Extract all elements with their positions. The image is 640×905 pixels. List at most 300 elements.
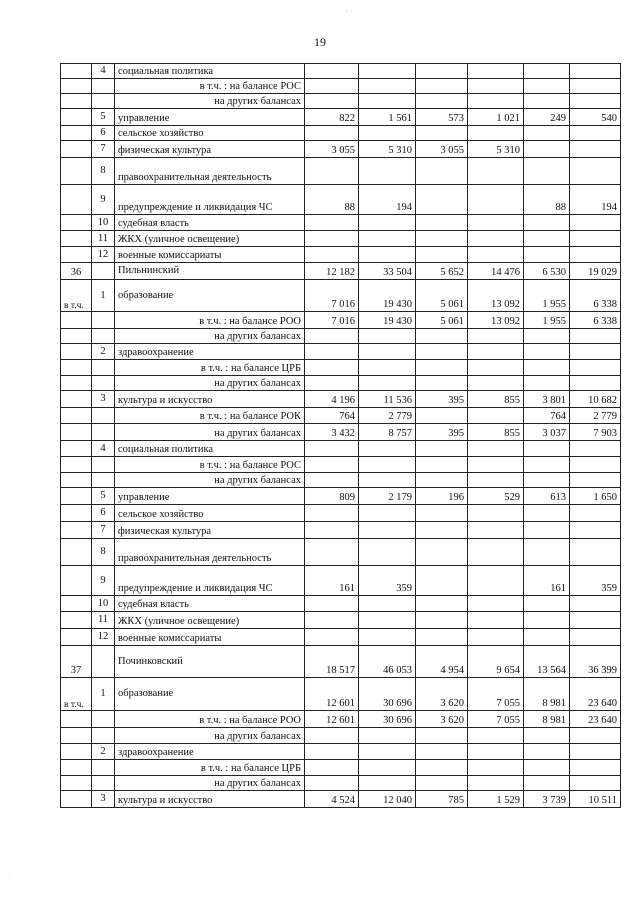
table-row	[61, 263, 621, 280]
value-cell: 5 061	[416, 280, 468, 312]
value-cell: 12 601	[305, 678, 359, 711]
item-index	[92, 728, 115, 744]
item-index: 3	[92, 791, 115, 808]
value-cell: 573	[416, 109, 468, 126]
value-cell: 46 053	[359, 646, 416, 678]
table-row	[61, 539, 621, 566]
district-number: 36	[61, 263, 92, 280]
table-row	[61, 376, 621, 391]
table-row	[61, 473, 621, 488]
value-cell	[468, 539, 524, 566]
value-cell	[468, 79, 524, 94]
value-cell	[524, 612, 570, 629]
value-cell	[305, 79, 359, 94]
value-cell	[359, 158, 416, 185]
item-index: 5	[92, 488, 115, 505]
value-cell	[305, 539, 359, 566]
value-cell	[524, 126, 570, 141]
value-cell	[359, 441, 416, 457]
district-number	[61, 760, 92, 776]
district-number	[61, 185, 92, 215]
value-cell	[524, 64, 570, 79]
table-row	[61, 711, 621, 728]
table-row	[61, 612, 621, 629]
district-number	[61, 612, 92, 629]
value-cell	[570, 126, 621, 141]
value-cell: 5 061	[416, 312, 468, 329]
table-row	[61, 728, 621, 744]
value-cell: 3 055	[305, 141, 359, 158]
value-cell	[524, 344, 570, 360]
value-cell: 33 504	[359, 263, 416, 280]
value-cell	[524, 522, 570, 539]
item-index	[92, 760, 115, 776]
value-cell: 1 021	[468, 109, 524, 126]
value-cell	[468, 566, 524, 596]
value-cell	[305, 441, 359, 457]
value-cell	[416, 329, 468, 344]
item-name: на других балансах	[115, 94, 305, 109]
item-name: судебная власть	[115, 215, 305, 231]
value-cell	[570, 457, 621, 473]
value-cell	[305, 126, 359, 141]
value-cell	[468, 185, 524, 215]
value-cell	[359, 728, 416, 744]
value-cell	[359, 539, 416, 566]
value-cell	[570, 539, 621, 566]
scan-mark-left: ·	[8, 870, 11, 880]
value-cell: 395	[416, 424, 468, 441]
item-index	[92, 360, 115, 376]
value-cell	[468, 408, 524, 424]
item-index	[92, 473, 115, 488]
value-cell	[468, 376, 524, 391]
district-number	[61, 94, 92, 109]
value-cell	[524, 505, 570, 522]
value-cell: 764	[524, 408, 570, 424]
item-name: физическая культура	[115, 522, 305, 539]
district-number	[61, 79, 92, 94]
value-cell	[570, 94, 621, 109]
budget-table	[60, 63, 621, 808]
value-cell	[524, 231, 570, 247]
value-cell	[524, 629, 570, 646]
item-index: 11	[92, 612, 115, 629]
item-name: социальная политика	[115, 64, 305, 79]
district-number	[61, 596, 92, 612]
value-cell: 855	[468, 391, 524, 408]
value-cell: 6 338	[570, 280, 621, 312]
value-cell	[359, 126, 416, 141]
district-number	[61, 711, 92, 728]
district-number	[61, 329, 92, 344]
value-cell	[524, 94, 570, 109]
value-cell: 23 640	[570, 711, 621, 728]
value-cell	[359, 344, 416, 360]
value-cell	[359, 329, 416, 344]
item-name: культура и искусство	[115, 391, 305, 408]
value-cell: 12 601	[305, 711, 359, 728]
value-cell	[468, 94, 524, 109]
value-cell	[468, 629, 524, 646]
value-cell: 764	[305, 408, 359, 424]
value-cell: 36 399	[570, 646, 621, 678]
value-cell: 14 476	[468, 263, 524, 280]
district-number	[61, 360, 92, 376]
district-number	[61, 776, 92, 791]
value-cell: 19 430	[359, 312, 416, 329]
value-cell	[416, 566, 468, 596]
value-cell	[416, 612, 468, 629]
value-cell	[468, 760, 524, 776]
value-cell: 10 682	[570, 391, 621, 408]
value-cell	[570, 79, 621, 94]
item-index	[92, 263, 115, 280]
table-row	[61, 141, 621, 158]
value-cell	[570, 760, 621, 776]
district-number	[61, 424, 92, 441]
value-cell: 3 037	[524, 424, 570, 441]
value-cell	[570, 247, 621, 263]
value-cell	[416, 776, 468, 791]
value-cell	[305, 629, 359, 646]
value-cell	[524, 596, 570, 612]
item-name: в т.ч. : на балансе ЦРБ	[115, 760, 305, 776]
value-cell	[359, 612, 416, 629]
item-name: здравоохранение	[115, 344, 305, 360]
value-cell: 3 620	[416, 711, 468, 728]
value-cell	[416, 505, 468, 522]
item-name: предупреждение и ликвидация ЧС	[115, 185, 305, 215]
value-cell: 194	[359, 185, 416, 215]
value-cell	[416, 473, 468, 488]
value-cell: 1 955	[524, 280, 570, 312]
value-cell: 5 310	[359, 141, 416, 158]
value-cell	[524, 79, 570, 94]
value-cell: 8 981	[524, 678, 570, 711]
value-cell	[305, 612, 359, 629]
value-cell	[524, 158, 570, 185]
item-index: 2	[92, 744, 115, 760]
value-cell	[468, 473, 524, 488]
table-row	[61, 344, 621, 360]
district-number	[61, 158, 92, 185]
value-cell	[416, 376, 468, 391]
item-name: Пильнинский	[115, 263, 305, 280]
district-number	[61, 457, 92, 473]
value-cell	[416, 126, 468, 141]
value-cell: 9 654	[468, 646, 524, 678]
value-cell	[359, 79, 416, 94]
value-cell	[305, 231, 359, 247]
value-cell	[359, 760, 416, 776]
item-index: 1	[92, 280, 115, 312]
district-number	[61, 109, 92, 126]
value-cell: 23 640	[570, 678, 621, 711]
district-number	[61, 522, 92, 539]
value-cell	[570, 231, 621, 247]
table-row	[61, 441, 621, 457]
value-cell	[468, 344, 524, 360]
district-number	[61, 408, 92, 424]
district-number	[61, 539, 92, 566]
value-cell: 30 696	[359, 711, 416, 728]
district-number	[61, 141, 92, 158]
value-cell	[570, 596, 621, 612]
table-row	[61, 776, 621, 791]
value-cell	[468, 457, 524, 473]
value-cell	[468, 776, 524, 791]
value-cell	[305, 457, 359, 473]
value-cell: 7 055	[468, 711, 524, 728]
value-cell	[416, 539, 468, 566]
item-name: в т.ч. : на балансе РОК	[115, 408, 305, 424]
value-cell: 1 561	[359, 109, 416, 126]
item-index: 3	[92, 391, 115, 408]
value-cell: 359	[570, 566, 621, 596]
item-index: 9	[92, 185, 115, 215]
value-cell	[524, 457, 570, 473]
item-index: 7	[92, 522, 115, 539]
value-cell: 2 779	[359, 408, 416, 424]
value-cell	[305, 744, 359, 760]
value-cell	[416, 441, 468, 457]
value-cell: 785	[416, 791, 468, 808]
item-index	[92, 376, 115, 391]
item-name: на других балансах	[115, 473, 305, 488]
value-cell	[570, 473, 621, 488]
item-index: 8	[92, 539, 115, 566]
item-name: в т.ч. : на балансе ЦРБ	[115, 360, 305, 376]
table-row	[61, 791, 621, 808]
value-cell: 13 092	[468, 312, 524, 329]
value-cell: 13 564	[524, 646, 570, 678]
value-cell: 161	[305, 566, 359, 596]
value-cell	[570, 360, 621, 376]
item-name: на других балансах	[115, 728, 305, 744]
value-cell	[570, 215, 621, 231]
district-number	[61, 629, 92, 646]
item-index: 8	[92, 158, 115, 185]
item-index	[92, 424, 115, 441]
budget-table-body	[61, 64, 621, 808]
item-name: правоохранительная деятельность	[115, 158, 305, 185]
value-cell	[570, 64, 621, 79]
value-cell	[359, 247, 416, 263]
value-cell	[524, 441, 570, 457]
value-cell	[416, 522, 468, 539]
table-row	[61, 629, 621, 646]
value-cell	[416, 728, 468, 744]
item-name: в т.ч. : на балансе РОС	[115, 79, 305, 94]
value-cell	[359, 215, 416, 231]
item-name: правоохранительная деятельность	[115, 539, 305, 566]
value-cell: 12 182	[305, 263, 359, 280]
item-index: 2	[92, 344, 115, 360]
item-name: на других балансах	[115, 376, 305, 391]
value-cell: 529	[468, 488, 524, 505]
item-name: в т.ч. : на балансе РОО	[115, 711, 305, 728]
district-number	[61, 247, 92, 263]
item-index: 1	[92, 678, 115, 711]
item-index	[92, 457, 115, 473]
value-cell	[468, 522, 524, 539]
item-name: образование	[115, 280, 305, 312]
value-cell: 855	[468, 424, 524, 441]
value-cell: 12 040	[359, 791, 416, 808]
district-number	[61, 791, 92, 808]
value-cell	[305, 247, 359, 263]
value-cell	[468, 505, 524, 522]
item-index: 10	[92, 596, 115, 612]
value-cell: 88	[524, 185, 570, 215]
value-cell: 7 055	[468, 678, 524, 711]
value-cell	[305, 522, 359, 539]
value-cell	[416, 64, 468, 79]
value-cell	[359, 629, 416, 646]
item-name: на других балансах	[115, 776, 305, 791]
value-cell	[416, 360, 468, 376]
item-name: военные комиссариаты	[115, 629, 305, 646]
value-cell	[416, 247, 468, 263]
value-cell: 194	[570, 185, 621, 215]
value-cell	[570, 728, 621, 744]
item-index	[92, 408, 115, 424]
district-number	[61, 376, 92, 391]
value-cell	[524, 215, 570, 231]
item-name: сельское хозяйство	[115, 505, 305, 522]
value-cell	[570, 612, 621, 629]
table-row	[61, 678, 621, 711]
value-cell	[468, 215, 524, 231]
value-cell	[416, 457, 468, 473]
item-index: 12	[92, 629, 115, 646]
table-row	[61, 744, 621, 760]
value-cell	[305, 760, 359, 776]
scan-mark-top: · ·	[345, 6, 354, 16]
item-index	[92, 329, 115, 344]
value-cell	[570, 441, 621, 457]
item-name: физическая культура	[115, 141, 305, 158]
value-cell: 4 196	[305, 391, 359, 408]
item-index: 5	[92, 109, 115, 126]
value-cell	[305, 64, 359, 79]
value-cell	[570, 744, 621, 760]
value-cell	[305, 360, 359, 376]
value-cell	[524, 329, 570, 344]
value-cell	[416, 344, 468, 360]
table-row	[61, 64, 621, 79]
value-cell	[524, 744, 570, 760]
value-cell: 8 757	[359, 424, 416, 441]
item-name: предупреждение и ликвидация ЧС	[115, 566, 305, 596]
district-number	[61, 473, 92, 488]
district-number	[61, 126, 92, 141]
value-cell	[359, 473, 416, 488]
item-index: 11	[92, 231, 115, 247]
value-cell	[305, 329, 359, 344]
value-cell	[416, 629, 468, 646]
value-cell: 249	[524, 109, 570, 126]
value-cell	[359, 94, 416, 109]
item-index	[92, 646, 115, 678]
value-cell	[416, 79, 468, 94]
item-index	[92, 79, 115, 94]
value-cell: 19 029	[570, 263, 621, 280]
item-index: 10	[92, 215, 115, 231]
value-cell	[524, 728, 570, 744]
value-cell	[305, 344, 359, 360]
value-cell	[305, 473, 359, 488]
value-cell	[359, 744, 416, 760]
item-index: 4	[92, 441, 115, 457]
value-cell: 540	[570, 109, 621, 126]
table-row	[61, 424, 621, 441]
value-cell	[524, 776, 570, 791]
item-name: социальная политика	[115, 441, 305, 457]
value-cell	[359, 522, 416, 539]
value-cell	[416, 744, 468, 760]
item-name: ЖКХ (уличное освещение)	[115, 612, 305, 629]
value-cell: 8 981	[524, 711, 570, 728]
value-cell: 3 620	[416, 678, 468, 711]
value-cell: 18 517	[305, 646, 359, 678]
value-cell: 5 310	[468, 141, 524, 158]
value-cell: 30 696	[359, 678, 416, 711]
value-cell: 7 903	[570, 424, 621, 441]
value-cell	[468, 360, 524, 376]
value-cell: 809	[305, 488, 359, 505]
district-number	[61, 231, 92, 247]
value-cell	[570, 505, 621, 522]
value-cell	[305, 94, 359, 109]
value-cell	[416, 185, 468, 215]
table-row	[61, 760, 621, 776]
value-cell: 2 179	[359, 488, 416, 505]
value-cell	[416, 408, 468, 424]
item-index	[92, 94, 115, 109]
district-number	[61, 744, 92, 760]
value-cell: 3 801	[524, 391, 570, 408]
table-row	[61, 280, 621, 312]
district-number	[61, 488, 92, 505]
value-cell	[305, 215, 359, 231]
value-cell	[359, 596, 416, 612]
table-row	[61, 360, 621, 376]
value-cell	[305, 505, 359, 522]
value-cell	[468, 158, 524, 185]
item-name: здравоохранение	[115, 744, 305, 760]
value-cell	[468, 247, 524, 263]
item-index	[92, 711, 115, 728]
including-label: в т.ч.	[61, 280, 92, 312]
value-cell: 1 955	[524, 312, 570, 329]
value-cell	[416, 94, 468, 109]
table-row	[61, 215, 621, 231]
district-number	[61, 215, 92, 231]
value-cell: 1 529	[468, 791, 524, 808]
table-row	[61, 522, 621, 539]
value-cell: 395	[416, 391, 468, 408]
value-cell	[524, 360, 570, 376]
value-cell	[468, 441, 524, 457]
page-number: 19	[314, 35, 326, 49]
value-cell: 3 432	[305, 424, 359, 441]
table-row	[61, 329, 621, 344]
item-name: сельское хозяйство	[115, 126, 305, 141]
value-cell: 3 055	[416, 141, 468, 158]
value-cell	[359, 231, 416, 247]
